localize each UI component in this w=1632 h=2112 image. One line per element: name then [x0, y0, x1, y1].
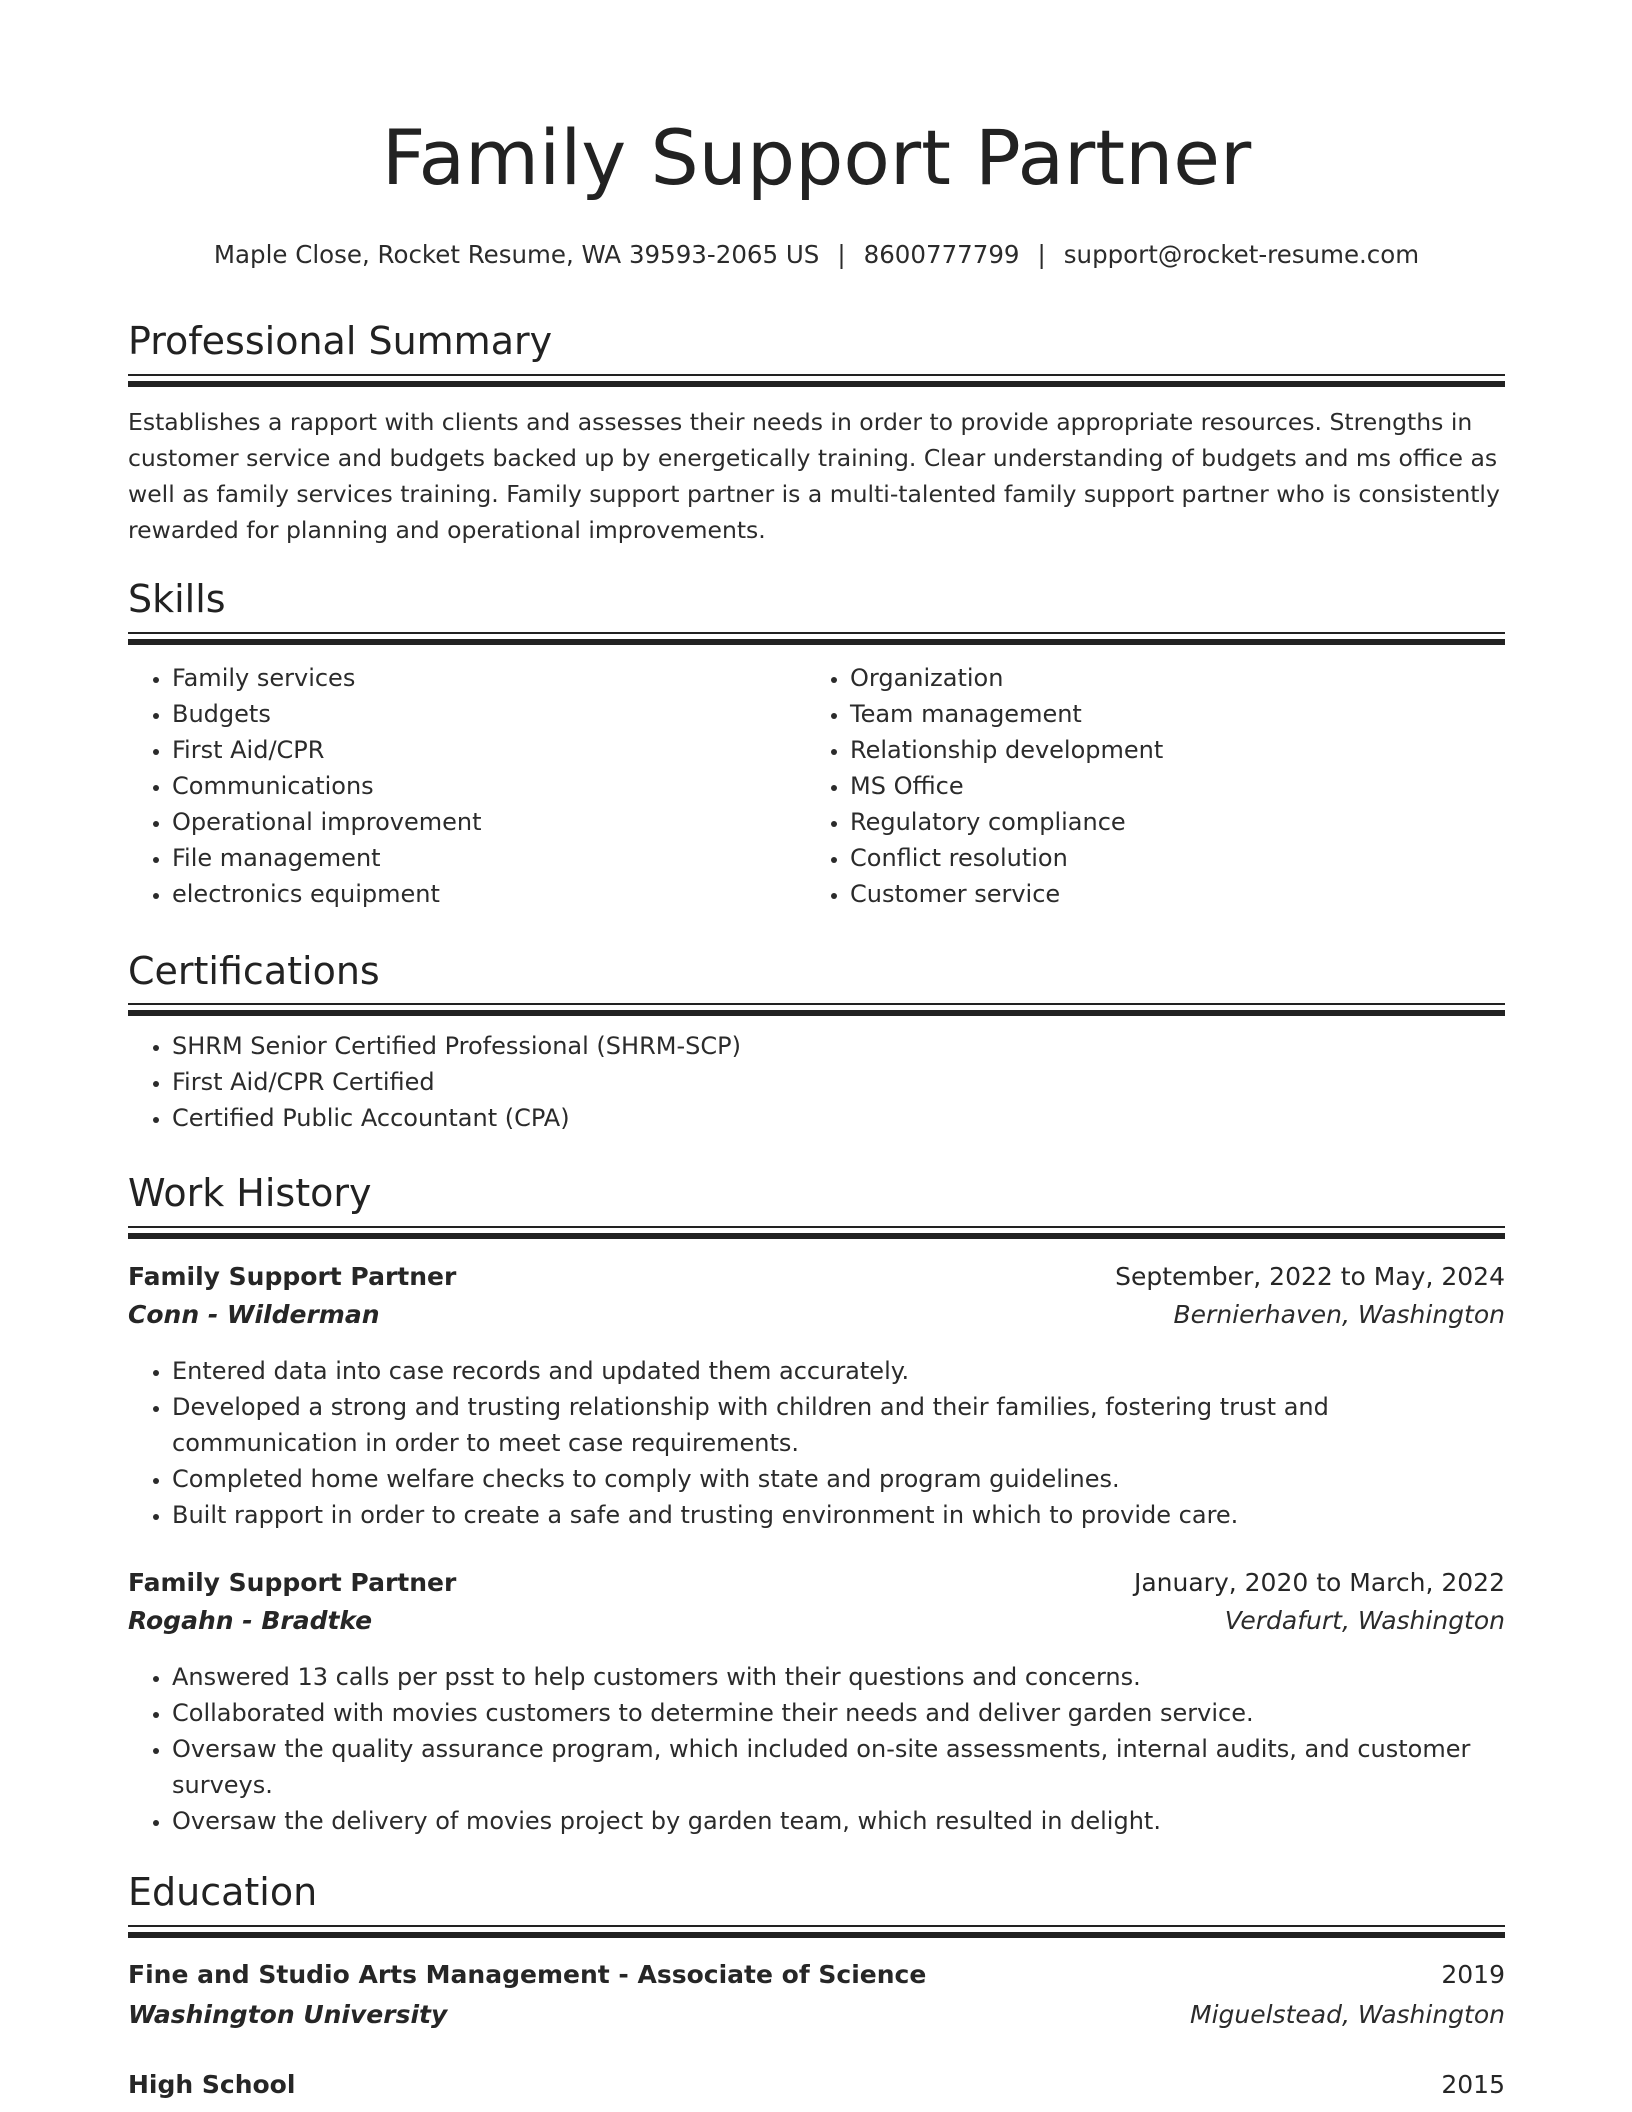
contact-phone: 8600777799	[863, 240, 1020, 269]
section-heading-certifications: Certifications	[128, 949, 380, 993]
skill-item: • Organization	[850, 660, 1466, 696]
skills-column-right	[806, 660, 1466, 912]
job-bullet: • Oversaw the delivery of movies project by garden team, which resulted in delight.	[172, 1803, 1505, 1839]
certifications-section	[128, 949, 1505, 993]
skills-section	[128, 577, 1505, 621]
education-year: 2015	[1441, 2070, 1505, 2099]
skill-item: • Conflict resolution	[850, 840, 1466, 876]
section-divider-thin	[128, 1226, 1505, 1228]
education-school: Washington University	[128, 2000, 448, 2029]
summary-section	[128, 319, 1505, 363]
education-section	[128, 1870, 1505, 1914]
work-history-section	[128, 1171, 1505, 1215]
education-school-row	[128, 2000, 1505, 2038]
section-heading-summary: Professional Summary	[128, 319, 553, 363]
job-company-row	[128, 1300, 1505, 1338]
section-heading-work-history: Work History	[128, 1171, 372, 1215]
skill-item: • Family services	[172, 660, 788, 696]
job-title-row	[128, 1262, 1505, 1300]
job-bullets	[128, 1659, 1505, 1839]
skill-item: • MS Office	[850, 768, 1466, 804]
contact-line	[128, 240, 1505, 269]
skills-list-right	[806, 660, 1466, 912]
education-degree-row	[128, 1960, 1505, 1998]
section-divider-thick	[128, 1233, 1505, 1239]
job-bullet: • Completed home welfare checks to comply with state and program guidelines.	[172, 1461, 1505, 1497]
skill-item: • Regulatory compliance	[850, 804, 1466, 840]
skill-item: • electronics equipment	[172, 876, 788, 912]
contact-separator: |	[837, 240, 846, 269]
job-bullet: • Oversaw the quality assurance program, which included on-site assessments, internal audits, and customer surveys.	[172, 1731, 1505, 1803]
job-bullets-block	[128, 1659, 1505, 1839]
job-dates: September, 2022 to May, 2024	[1115, 1262, 1505, 1291]
section-divider-thick	[128, 639, 1505, 645]
certification-item: • First Aid/CPR Certified	[172, 1064, 1505, 1100]
section-divider-thin	[128, 1003, 1505, 1005]
skill-item: • File management	[172, 840, 788, 876]
certifications-list	[128, 1028, 1505, 1136]
job-title: Family Support Partner	[128, 1262, 457, 1291]
job-location: Bernierhaven, Washington	[1173, 1300, 1505, 1329]
section-divider-thick	[128, 1010, 1505, 1016]
skill-item: • Communications	[172, 768, 788, 804]
summary-text: Establishes a rapport with clients and assesses their needs in order to provide appropriate resources. Strengths in customer service and budgets backed up by energetically training. Clear understanding of budgets and ms office as well as family services training. Family support partner is a multi-talented family support partner who is consistently rewarded for planning and operational improvements.	[128, 408, 1500, 544]
contact-separator: |	[1037, 240, 1046, 269]
certifications-list-block	[128, 1028, 1505, 1136]
skill-item: • Team management	[850, 696, 1466, 732]
certification-item: • SHRM Senior Certified Professional (SHRM-SCP)	[172, 1028, 1505, 1064]
job-bullet: • Developed a strong and trusting relationship with children and their families, fostering trust and communication in order to meet case requirements.	[172, 1389, 1505, 1461]
section-divider-thin	[128, 632, 1505, 634]
job-company: Conn - Wilderman	[128, 1300, 380, 1329]
skill-item: • Customer service	[850, 876, 1466, 912]
skills-column-left	[128, 660, 788, 912]
contact-email[interactable]: support@rocket-resume.com	[1063, 240, 1420, 269]
section-divider-thin	[128, 1925, 1505, 1927]
section-divider-thick	[128, 1932, 1505, 1938]
education-degree: Fine and Studio Arts Management - Associate of Science	[128, 1960, 927, 1989]
skill-item: • Budgets	[172, 696, 788, 732]
job-bullet: • Collaborated with movies customers to determine their needs and deliver garden service.	[172, 1695, 1505, 1731]
skill-item: • First Aid/CPR	[172, 732, 788, 768]
job-title: Family Support Partner	[128, 1568, 457, 1597]
education-degree-row	[128, 2070, 1505, 2108]
education-year: 2019	[1441, 1960, 1505, 1989]
education-location: Miguelstead, Washington	[1190, 2000, 1505, 2029]
section-divider-thin	[128, 374, 1505, 376]
job-title-row	[128, 1568, 1505, 1606]
certification-item: • Certified Public Accountant (CPA)	[172, 1100, 1505, 1136]
section-heading-skills: Skills	[128, 577, 226, 621]
job-bullet: • Built rapport in order to create a safe and trusting environment in which to provide care.	[172, 1497, 1505, 1533]
job-company: Rogahn - Bradtke	[128, 1606, 373, 1635]
job-bullets-block	[128, 1353, 1505, 1533]
job-company-row	[128, 1606, 1505, 1644]
section-divider-thick	[128, 381, 1505, 387]
skill-item: • Operational improvement	[172, 804, 788, 840]
job-bullet: • Answered 13 calls per psst to help customers with their questions and concerns.	[172, 1659, 1505, 1695]
job-dates: January, 2020 to March, 2022	[1133, 1568, 1505, 1597]
section-heading-education: Education	[128, 1870, 318, 1914]
job-location: Verdafurt, Washington	[1224, 1606, 1505, 1635]
candidate-name: Family Support Partner	[381, 113, 1252, 202]
contact-address: Maple Close, Rocket Resume, WA 39593-2065 US	[213, 240, 820, 269]
skills-list-left	[128, 660, 788, 912]
skill-item: • Relationship development	[850, 732, 1466, 768]
job-bullet: • Entered data into case records and updated them accurately.	[172, 1353, 1505, 1389]
job-bullets	[128, 1353, 1505, 1533]
education-degree: High School	[128, 2070, 296, 2099]
